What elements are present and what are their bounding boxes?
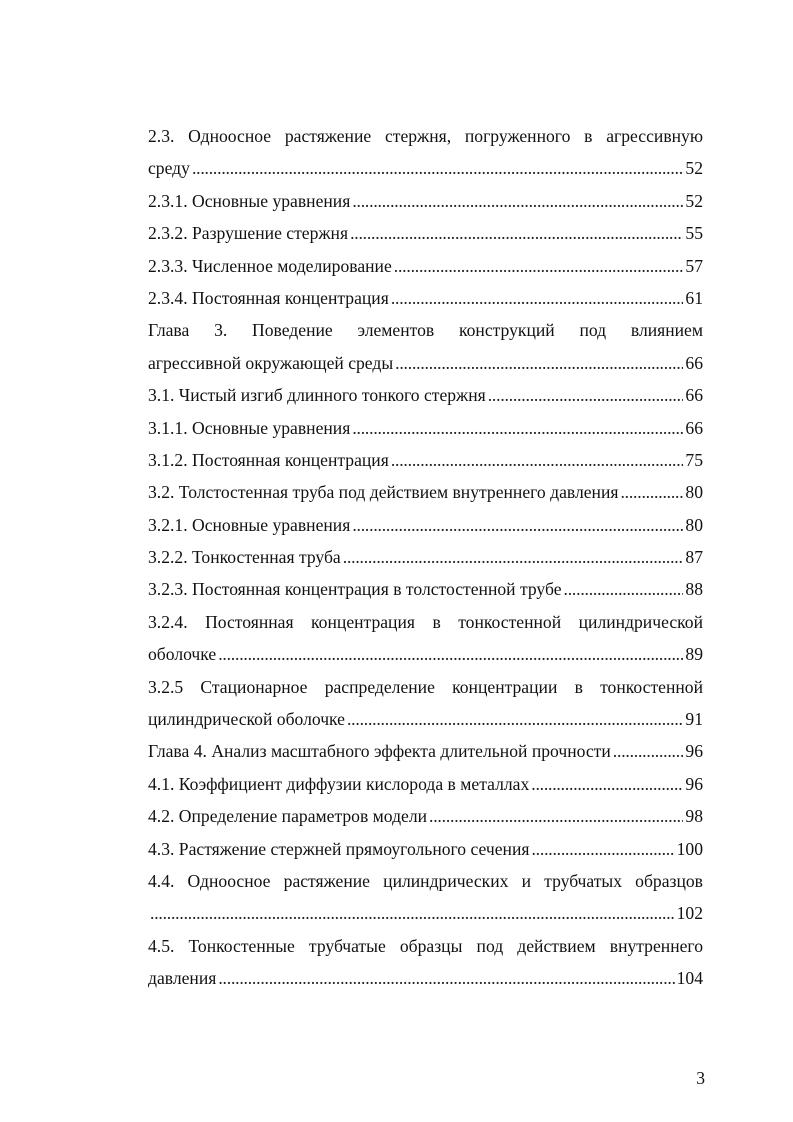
toc-entry-text: 2.3.2. Разрушение стержня bbox=[148, 223, 349, 244]
toc-page-number: 66 bbox=[685, 385, 703, 406]
dot-leader bbox=[352, 185, 683, 217]
toc-page-number: 55 bbox=[685, 223, 703, 244]
dot-leader bbox=[352, 509, 683, 541]
toc-entry-text: 3.2. Толстостенная труба под действием внутреннего давления bbox=[148, 482, 619, 503]
dot-leader bbox=[391, 282, 684, 314]
toc-entry-text: 2.3.3. Численное моделирование bbox=[148, 255, 392, 276]
toc-entry-2-3-1 bbox=[148, 185, 703, 217]
toc-page-number: 87 bbox=[685, 547, 703, 568]
dot-leader bbox=[531, 833, 674, 865]
toc-entry-text: давления bbox=[148, 968, 217, 989]
toc-entry-3-2-3 bbox=[148, 573, 703, 605]
toc-entry-3-1-2 bbox=[148, 444, 703, 476]
table-of-contents bbox=[148, 120, 703, 995]
toc-entry-text: 4.3. Растяжение стержней прямоугольного сечения bbox=[148, 838, 530, 859]
toc-page-number: 66 bbox=[685, 417, 703, 438]
dot-leader bbox=[218, 962, 674, 994]
toc-page-number: 104 bbox=[676, 968, 703, 989]
toc-page-number: 96 bbox=[685, 773, 703, 794]
toc-page-number: 89 bbox=[685, 644, 703, 665]
dot-leader bbox=[564, 573, 684, 605]
toc-page-number: 98 bbox=[685, 806, 703, 827]
dot-leader bbox=[352, 412, 683, 444]
toc-entry-text: среду bbox=[148, 158, 190, 179]
toc-page-number: 100 bbox=[676, 838, 703, 859]
toc-entry-4-5-line1: 4.5. Тонкостенные трубчатые образцы под действием внутреннего bbox=[148, 935, 703, 956]
toc-page-number: 52 bbox=[685, 158, 703, 179]
toc-entry-text: 4.2. Определение параметров модели bbox=[148, 806, 428, 827]
dot-leader bbox=[613, 735, 684, 767]
toc-entry-text: агрессивной окружающей среды bbox=[148, 352, 394, 373]
toc-entry-2-3-line2 bbox=[148, 152, 703, 184]
toc-entry-3-2-4-line1: 3.2.4. Постоянная концентрация в тонкостенной цилиндрической bbox=[148, 611, 703, 632]
toc-entry-text: Глава 4. Анализ масштабного эффекта длительной прочности bbox=[148, 741, 611, 762]
dot-leader bbox=[218, 638, 683, 670]
toc-page-number: 80 bbox=[685, 482, 703, 503]
dot-leader bbox=[394, 250, 684, 282]
toc-entry-chapter-3-line2 bbox=[148, 347, 703, 379]
toc-page-number: 80 bbox=[685, 514, 703, 535]
dot-leader bbox=[192, 152, 683, 184]
toc-entry-chapter-4 bbox=[148, 735, 703, 767]
toc-entry-3-1 bbox=[148, 379, 703, 411]
dot-leader bbox=[347, 703, 683, 735]
toc-entry-4-2 bbox=[148, 800, 703, 832]
toc-entry-4-5-line2 bbox=[148, 962, 703, 994]
toc-entry-text: оболочке bbox=[148, 644, 217, 665]
toc-entry-3-2-4-line2 bbox=[148, 638, 703, 670]
toc-page-number: 75 bbox=[685, 449, 703, 470]
toc-page-number: 88 bbox=[685, 579, 703, 600]
toc-entry-text: 3.2.3. Постоянная концентрация в толстостенной трубе bbox=[148, 579, 562, 600]
toc-entry-4-4-line1: 4.4. Одноосное растяжение цилиндрических и трубчатых образцов bbox=[148, 870, 703, 891]
toc-page-number: 96 bbox=[685, 741, 703, 762]
toc-entry-text: цилиндрической оболочке bbox=[148, 709, 345, 730]
page-number: 3 bbox=[696, 1068, 705, 1088]
dot-leader bbox=[620, 476, 683, 508]
toc-entry-text: 3.1.2. Постоянная концентрация bbox=[148, 449, 389, 470]
dot-leader bbox=[150, 897, 675, 929]
dot-leader bbox=[343, 541, 684, 573]
toc-entry-2-3-3 bbox=[148, 250, 703, 282]
toc-entry-text: 2.3.1. Основные уравнения bbox=[148, 190, 351, 211]
dot-leader bbox=[488, 379, 684, 411]
toc-entry-3-2-1 bbox=[148, 509, 703, 541]
dot-leader bbox=[391, 444, 684, 476]
toc-page-number: 57 bbox=[685, 255, 703, 276]
toc-entry-3-2-2 bbox=[148, 541, 703, 573]
toc-entry-3-2-5-line2 bbox=[148, 703, 703, 735]
dot-leader bbox=[395, 347, 683, 379]
toc-entry-text: 4.1. Коэффициент диффузии кислорода в металлах bbox=[148, 773, 530, 794]
toc-entry-4-1 bbox=[148, 768, 703, 800]
toc-entry-2-3-4 bbox=[148, 282, 703, 314]
toc-entry-2-3-line1: 2.3. Одноосное растяжение стержня, погруженного в агрессивную bbox=[148, 126, 703, 146]
toc-entry-chapter-3-line1: Глава 3. Поведение элементов конструкций под влиянием bbox=[148, 320, 703, 341]
toc-entry-3-2-5-line1: 3.2.5 Стационарное распределение концентрации в тонкостенной bbox=[148, 676, 703, 697]
toc-entry-text: 3.1. Чистый изгиб длинного тонкого стержня bbox=[148, 385, 486, 406]
dot-leader bbox=[531, 768, 683, 800]
toc-entry-2-3-2 bbox=[148, 217, 703, 249]
dot-leader bbox=[350, 217, 683, 249]
toc-entry-3-1-1 bbox=[148, 412, 703, 444]
toc-entry-text: 3.2.1. Основные уравнения bbox=[148, 514, 351, 535]
toc-entry-3-2 bbox=[148, 476, 703, 508]
toc-entry-text: 2.3.4. Постоянная концентрация bbox=[148, 287, 389, 308]
toc-entry-4-4-line2 bbox=[148, 897, 703, 929]
toc-page-number: 52 bbox=[685, 190, 703, 211]
toc-page-number: 66 bbox=[685, 352, 703, 373]
toc-page-number: 91 bbox=[685, 709, 703, 730]
toc-entry-text: 3.2.2. Тонкостенная труба bbox=[148, 547, 341, 568]
dot-leader bbox=[429, 800, 683, 832]
toc-entry-text: 3.1.1. Основные уравнения bbox=[148, 417, 351, 438]
toc-page-number: 102 bbox=[676, 903, 703, 924]
toc-entry-4-3 bbox=[148, 833, 703, 865]
toc-page-number: 61 bbox=[685, 287, 703, 308]
